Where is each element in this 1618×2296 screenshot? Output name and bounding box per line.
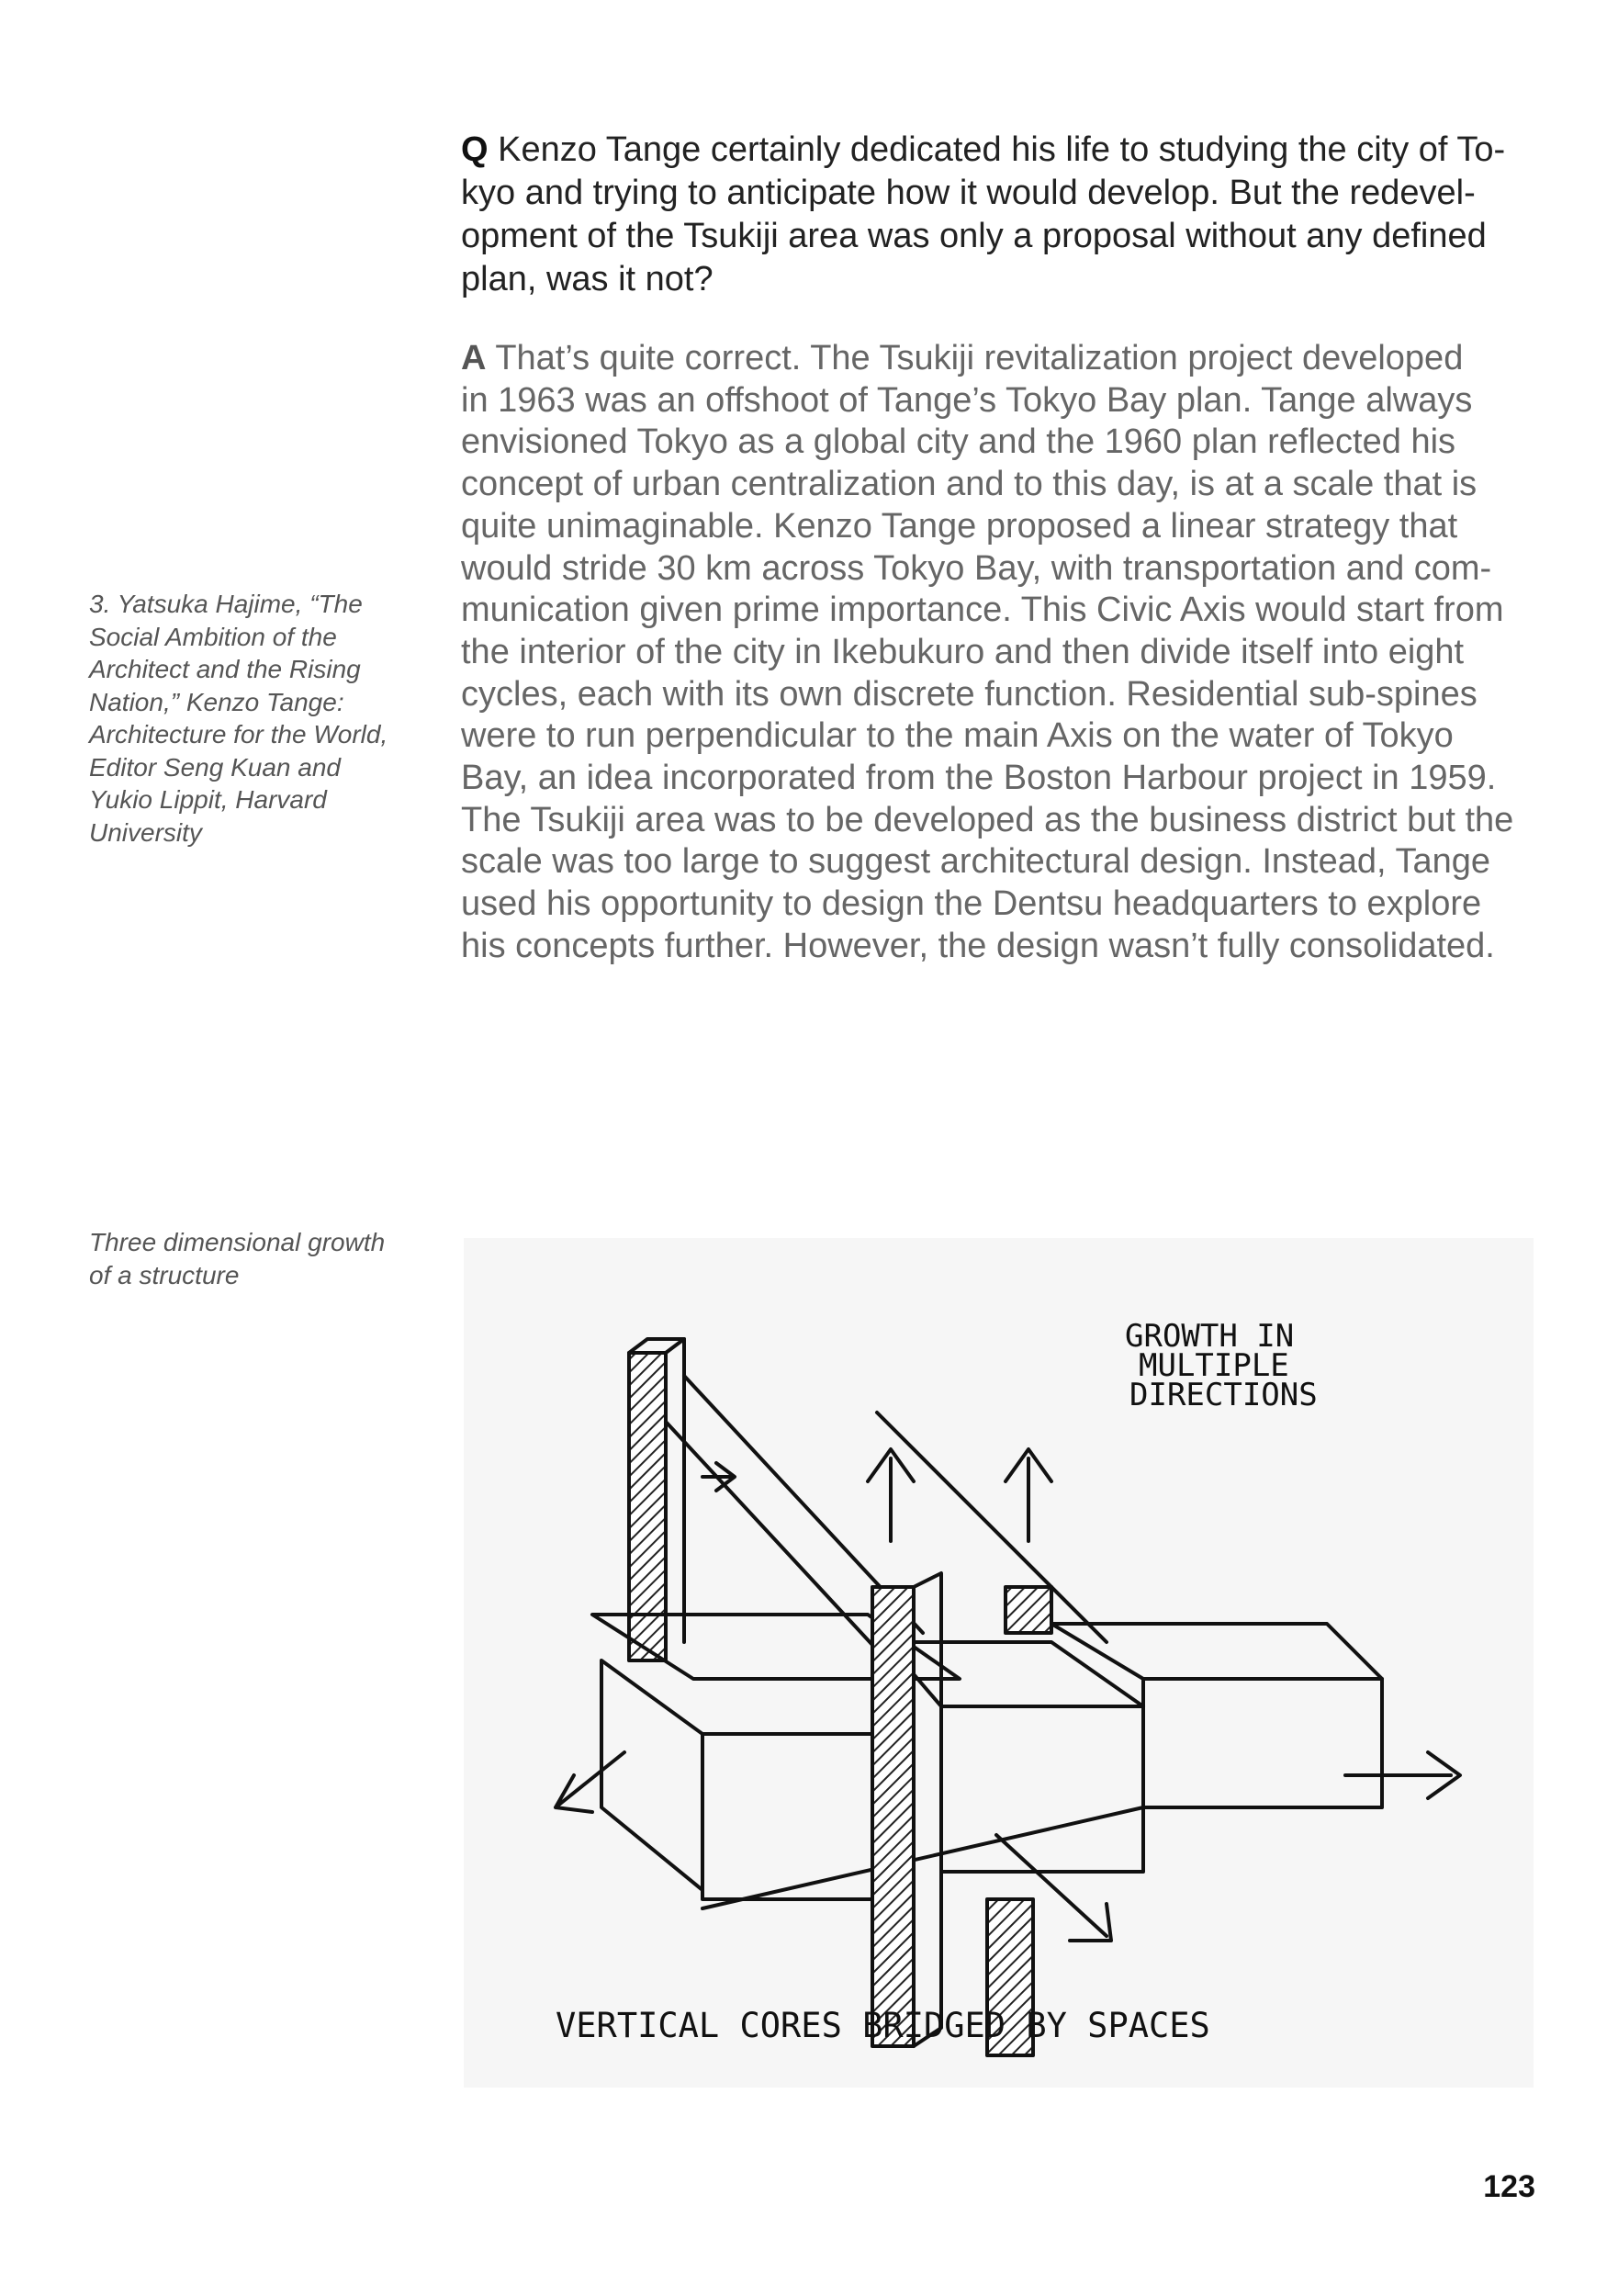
answer-line: the interior of the city in Ikebukuro and then divide itself into eight <box>461 632 1465 671</box>
sketch-figure <box>464 1238 1534 2088</box>
slab-left-side <box>601 1660 702 1890</box>
core-middle-side <box>914 1573 941 2046</box>
answer-line: munication given prime importance. This Civic Axis would start from <box>461 591 1504 630</box>
answer-line: quite unimaginable. Kenzo Tange proposed a linear strategy that <box>461 506 1458 546</box>
caption-line: of a structure <box>89 1260 240 1289</box>
slab-right-front <box>1143 1679 1382 1807</box>
answer-line: concept of urban centralization and to this day, is at a scale that is <box>461 465 1478 504</box>
arrow-up-2 <box>1006 1449 1051 1541</box>
footnote-line: Yukio Lippit, Harvard <box>89 785 327 814</box>
question-line: plan, was it not? <box>461 260 713 298</box>
question-paragraph <box>461 129 1535 301</box>
answer-line: envisioned Tokyo as a global city and the 1960 plan reflected his <box>461 422 1456 462</box>
question-line: kyo and trying to anticipate how it would develop. But the redevel- <box>461 174 1476 212</box>
answer-line: would stride 30 km across Tokyo Bay, with transportation and com- <box>461 548 1492 588</box>
sketch-drawing <box>464 1238 1534 2088</box>
answer-label: A <box>461 339 487 377</box>
figure-caption <box>89 1226 429 1291</box>
annotation-line: DIRECTIONS <box>1129 1377 1318 1413</box>
block-center-top <box>886 1642 1143 1706</box>
answer-line: in 1963 was an offshoot of Tange’s Tokyo Bay plan. Tange always <box>461 380 1473 420</box>
page-number: 123 <box>1483 2169 1535 2204</box>
footnote-line: Architecture for the World, <box>89 720 388 748</box>
annotation-line: MULTIPLE <box>1139 1347 1289 1384</box>
question-line: opment of the Tsukiji area was only a proposal without any defined <box>461 217 1487 255</box>
answer-paragraph <box>461 338 1535 968</box>
arrow-up-1 <box>868 1449 914 1541</box>
arrow-left <box>556 1752 624 1812</box>
footnote-line: Social Ambition of the <box>89 622 337 651</box>
answer-line: Bay, an idea incorporated from the Boston Harbour project in 1959. <box>461 759 1497 798</box>
caption-line: Three dimensional growth <box>89 1228 386 1256</box>
answer-line: were to run perpendicular to the main Axis on the water of Tokyo <box>461 716 1454 756</box>
answer-line: cycles, each with its own discrete function. Residential sub-spines <box>461 674 1478 714</box>
footnote-line: University <box>89 817 202 847</box>
footnote-line: Nation,” Kenzo Tange: <box>89 687 344 716</box>
answer-line: scale was too large to suggest architectural design. Instead, Tange <box>461 842 1490 882</box>
answer-line: That’s quite correct. The Tsukiji revitalization project developed <box>495 339 1464 377</box>
footnote-line: Architect and the Rising <box>89 655 361 683</box>
arrow-right <box>1345 1752 1460 1798</box>
answer-line: his concepts further. However, the design wasn’t fully consolidated. <box>461 926 1495 965</box>
annotation-line: GROWTH IN <box>1125 1318 1295 1355</box>
core-left-top <box>629 1339 684 1353</box>
core-right-top <box>1006 1587 1051 1633</box>
footnote <box>89 588 429 849</box>
question-line: Kenzo Tange certainly dedicated his life to studying the city of To- <box>498 130 1506 169</box>
answer-line: used his opportunity to design the Dentsu headquarters to explore <box>461 884 1482 924</box>
footnote-line: Editor Seng Kuan and <box>89 752 341 782</box>
answer-line: The Tsukiji area was to be developed as the business district but the <box>461 800 1514 839</box>
question-label: Q <box>461 130 489 169</box>
footnote-line: 3. Yatsuka Hajime, “The <box>89 590 363 618</box>
core-middle <box>872 1587 914 2046</box>
slab-right <box>1051 1624 1382 1679</box>
sketch-bottom-label: VERTICAL CORES BRIDGED BY SPACES <box>556 2006 1210 2045</box>
